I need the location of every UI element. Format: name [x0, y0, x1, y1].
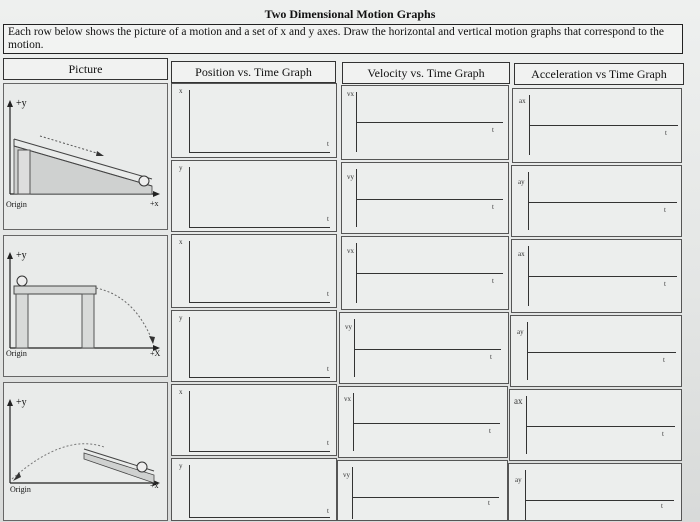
picture-3-ylabel: +y	[16, 397, 27, 408]
picture-row-3	[3, 382, 168, 521]
graph-y-row-2[interactable]: y t	[171, 310, 337, 382]
graph-vy-row-3[interactable]: vy t	[337, 460, 508, 521]
graph-vx-row-3[interactable]: vx t	[338, 386, 508, 458]
graph-ax-row-3[interactable]: ax t	[509, 389, 682, 461]
incline-up-drawing	[4, 383, 169, 522]
incline-ramp-drawing	[4, 84, 169, 231]
header-position: Position vs. Time Graph	[171, 61, 336, 83]
graph-ay-row-3[interactable]: ay t	[508, 463, 682, 521]
graph-vy-row-2[interactable]: vy t	[339, 312, 509, 384]
table-launch-drawing	[4, 236, 169, 378]
header-velocity: Velocity vs. Time Graph	[342, 62, 510, 84]
graph-y-row-1[interactable]: y t	[171, 160, 337, 232]
graph-y-row-3[interactable]: y t	[171, 458, 337, 521]
graph-ay-row-1[interactable]: ay t	[511, 165, 682, 237]
graph-vy-row-1[interactable]: vy t	[341, 162, 509, 234]
header-acceleration: Acceleration vs Time Graph	[514, 63, 684, 85]
picture-1-ylabel: +y	[16, 98, 27, 109]
picture-2-xlabel: +X	[150, 349, 161, 358]
picture-1-origin: Origin	[6, 200, 27, 209]
picture-row-2	[3, 235, 168, 377]
picture-3-origin: Origin	[10, 485, 31, 494]
picture-2-origin: Origin	[6, 349, 27, 358]
picture-3-xlabel: +x	[150, 481, 159, 490]
header-picture: Picture	[3, 58, 168, 80]
graph-ax-row-2[interactable]: ax t	[511, 239, 682, 313]
picture-2-ylabel: +y	[16, 250, 27, 261]
graph-x-row-2[interactable]: x t	[171, 234, 337, 308]
graph-x-row-3[interactable]: x t	[171, 384, 337, 456]
picture-1-xlabel: +x	[150, 199, 159, 208]
graph-vx-row-1[interactable]: vx t	[341, 85, 509, 160]
graph-ay-row-2[interactable]: ay t	[510, 315, 682, 387]
picture-row-1	[3, 83, 168, 230]
graph-x-row-1[interactable]: x t	[171, 83, 337, 158]
page-title: Two Dimensional Motion Graphs	[264, 7, 436, 21]
graph-vx-row-2[interactable]: vx t	[341, 236, 509, 310]
graph-ax-row-1[interactable]: ax t	[512, 88, 682, 163]
instructions: Each row below shows the picture of a motion and a set of x and y axes. Draw the horizontal and vertical motion graphs that correspond to the motion.	[3, 24, 683, 54]
